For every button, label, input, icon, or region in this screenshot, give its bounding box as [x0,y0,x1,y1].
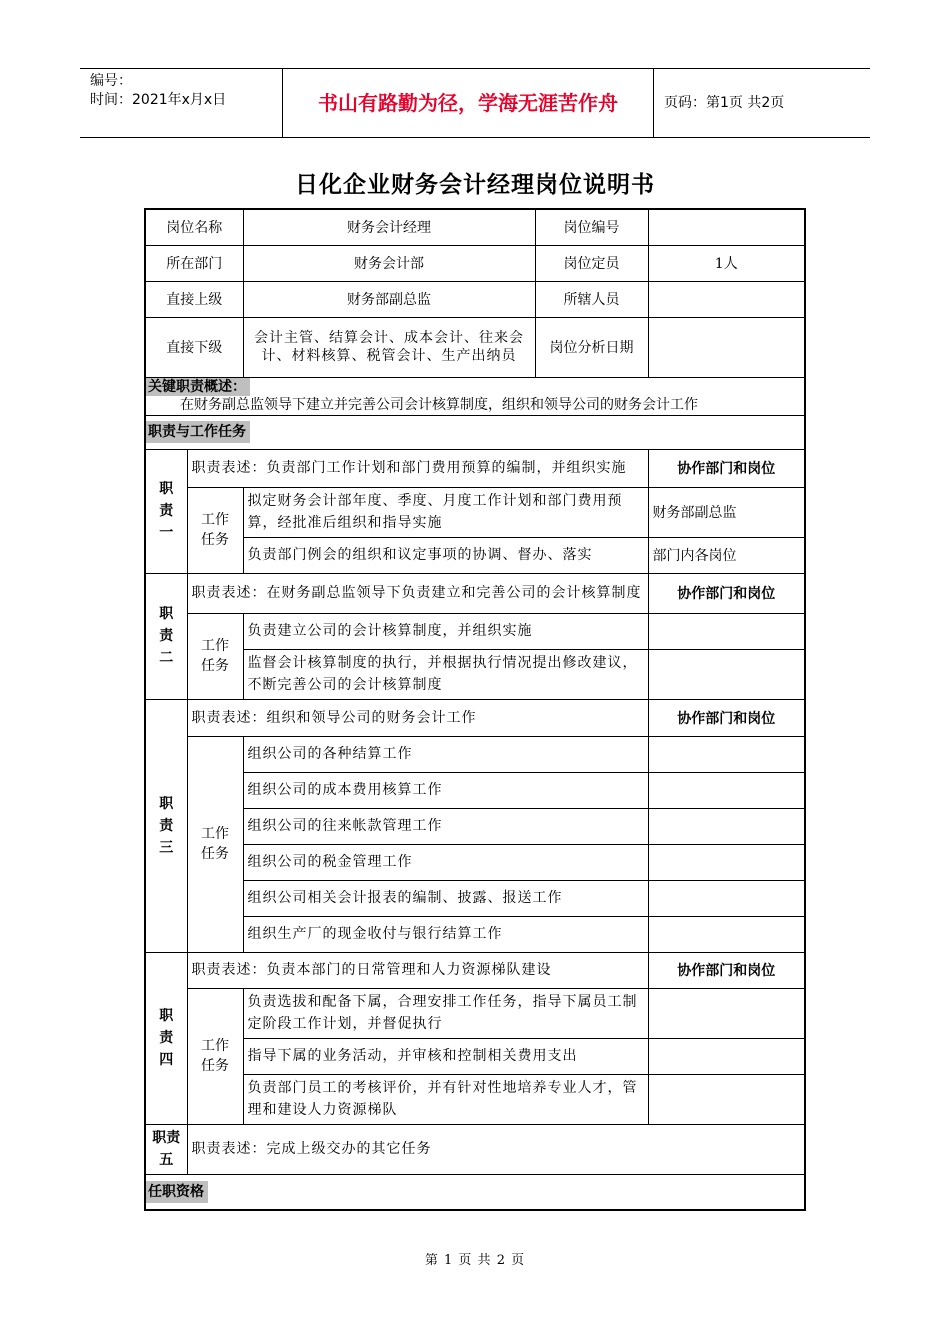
duty-1-task-1: 拟定财务会计部年度、季度、月度工作计划和部门费用预算，经批准后组织和指导实施 [243,487,648,537]
duty-5-desc: 职责表述：完成上级交办的其它任务 [187,1124,805,1174]
duty-3-task-3-dept [648,808,805,844]
duty-3-task-5-dept [648,880,805,916]
pos-code-label: 岗位编号 [535,209,648,245]
duty-2-task-1: 负责建立公司的会计核算制度，并组织实施 [243,613,648,649]
doc-time-label: 时间：2021年x月x日 [90,92,227,108]
duty-3-task-6: 组织生产厂的现金收付与银行结算工作 [243,916,648,952]
duty-2-task-2: 监督会计核算制度的执行，并根据执行情况提出修改建议，不断完善公司的会计核算制度 [243,649,648,699]
duty-3-work-task-label: 工作 任务 [187,736,243,952]
subordinate-value: 会计主管、结算会计、成本会计、往来会计、材料核算、税管会计、生产出纳员 [243,317,535,377]
duty-4-task-1: 负责选拔和配备下属，合理安排工作任务，指导下属员工制定阶段工作计划，并督促执行 [243,988,648,1038]
qualification-section-label: 任职资格 [146,1181,208,1203]
duty-3-name: 职 责 三 [145,699,187,952]
header-page-info: 页码：第1页 共2页 [664,95,785,111]
duty-4-task-2-dept [648,1038,805,1074]
qualification-section-cell [145,1174,805,1210]
duty-4-task-3: 负责部门员工的考核评价，并有针对性地培养专业人才，管理和建设人力资源梯队 [243,1074,648,1124]
duty-2-desc: 职责表述：在财务副总监领导下负责建立和完善公司的会计核算制度 [187,573,648,613]
duty-3-task-4: 组织公司的税金管理工作 [243,844,648,880]
duty-2-name: 职 责 二 [145,573,187,699]
duty-3-task-2: 组织公司的成本费用核算工作 [243,772,648,808]
staff-value [648,281,805,317]
duty-5-name: 职责 五 [145,1124,187,1174]
duty-4-task-3-dept [648,1074,805,1124]
header-motto: 书山有路勤为径，学海无涯苦作舟 [282,69,654,137]
duty-2-task-1-dept [648,613,805,649]
duty-4-desc: 职责表述：负责本部门的日常管理和人力资源梯队建设 [187,952,648,988]
duty-1-desc: 职责表述：负责部门工作计划和部门费用预算的编制，并组织实施 [187,449,648,487]
duty-1-work-task-label: 工作 任务 [187,487,243,573]
duty-2-coop-label: 协作部门和岗位 [648,573,805,613]
duty-3-desc: 职责表述：组织和领导公司的财务会计工作 [187,699,648,736]
page-footer: 第 1 页 共 2 页 [424,1253,526,1268]
header-meta [80,69,282,137]
duty-1-task-2-dept: 部门内各岗位 [648,537,805,573]
duty-2-work-task-label: 工作 任务 [187,613,243,699]
analysis-date-value [648,317,805,377]
duty-3-coop-label: 协作部门和岗位 [648,699,805,736]
duties-section-label: 职责与工作任务 [146,421,250,443]
doc-number-label: 编号： [90,73,132,89]
superior-label: 直接上级 [145,281,243,317]
pos-name-label: 岗位名称 [145,209,243,245]
doc-title: 日化企业财务会计经理岗位说明书 [295,172,655,198]
summary-text: 在财务副总监领导下建立并完善公司会计核算制度，组织和领导公司的财务会计工作 [180,397,698,413]
analysis-date-label: 岗位分析日期 [535,317,648,377]
duty-3-task-2-dept [648,772,805,808]
summary-cell [145,377,805,415]
duty-3-task-3: 组织公司的往来帐款管理工作 [243,808,648,844]
pos-code-value [648,209,805,245]
dept-label: 所在部门 [145,245,243,281]
duty-4-coop-label: 协作部门和岗位 [648,952,805,988]
duty-1-coop-label: 协作部门和岗位 [648,449,805,487]
duty-1-task-1-dept: 财务部副总监 [648,487,805,537]
staff-label: 所辖人员 [535,281,648,317]
dept-value: 财务会计部 [243,245,535,281]
duty-3-task-1-dept [648,736,805,772]
summary-label: 关键职责概述： [146,378,250,396]
duty-4-task-2: 指导下属的业务活动，并审核和控制相关费用支出 [243,1038,648,1074]
quota-label: 岗位定员 [535,245,648,281]
duty-3-task-1: 组织公司的各种结算工作 [243,736,648,772]
duty-4-name: 职 责 四 [145,952,187,1124]
duty-2-task-2-dept [648,649,805,699]
superior-value: 财务部副总监 [243,281,535,317]
pos-name-value: 财务会计经理 [243,209,535,245]
duty-4-task-1-dept [648,988,805,1038]
duties-section-cell [145,415,805,449]
duty-1-task-2: 负责部门例会的组织和议定事项的协调、督办、落实 [243,537,648,573]
subordinate-label: 直接下级 [145,317,243,377]
quota-value: 1人 [648,245,805,281]
duty-3-task-5: 组织公司相关会计报表的编制、披露、报送工作 [243,880,648,916]
page-header [80,68,870,138]
job-description-table [144,208,806,1211]
duty-1-name: 职 责 一 [145,449,187,573]
duty-3-task-4-dept [648,844,805,880]
duty-3-task-6-dept [648,916,805,952]
duty-4-work-task-label: 工作 任务 [187,988,243,1124]
